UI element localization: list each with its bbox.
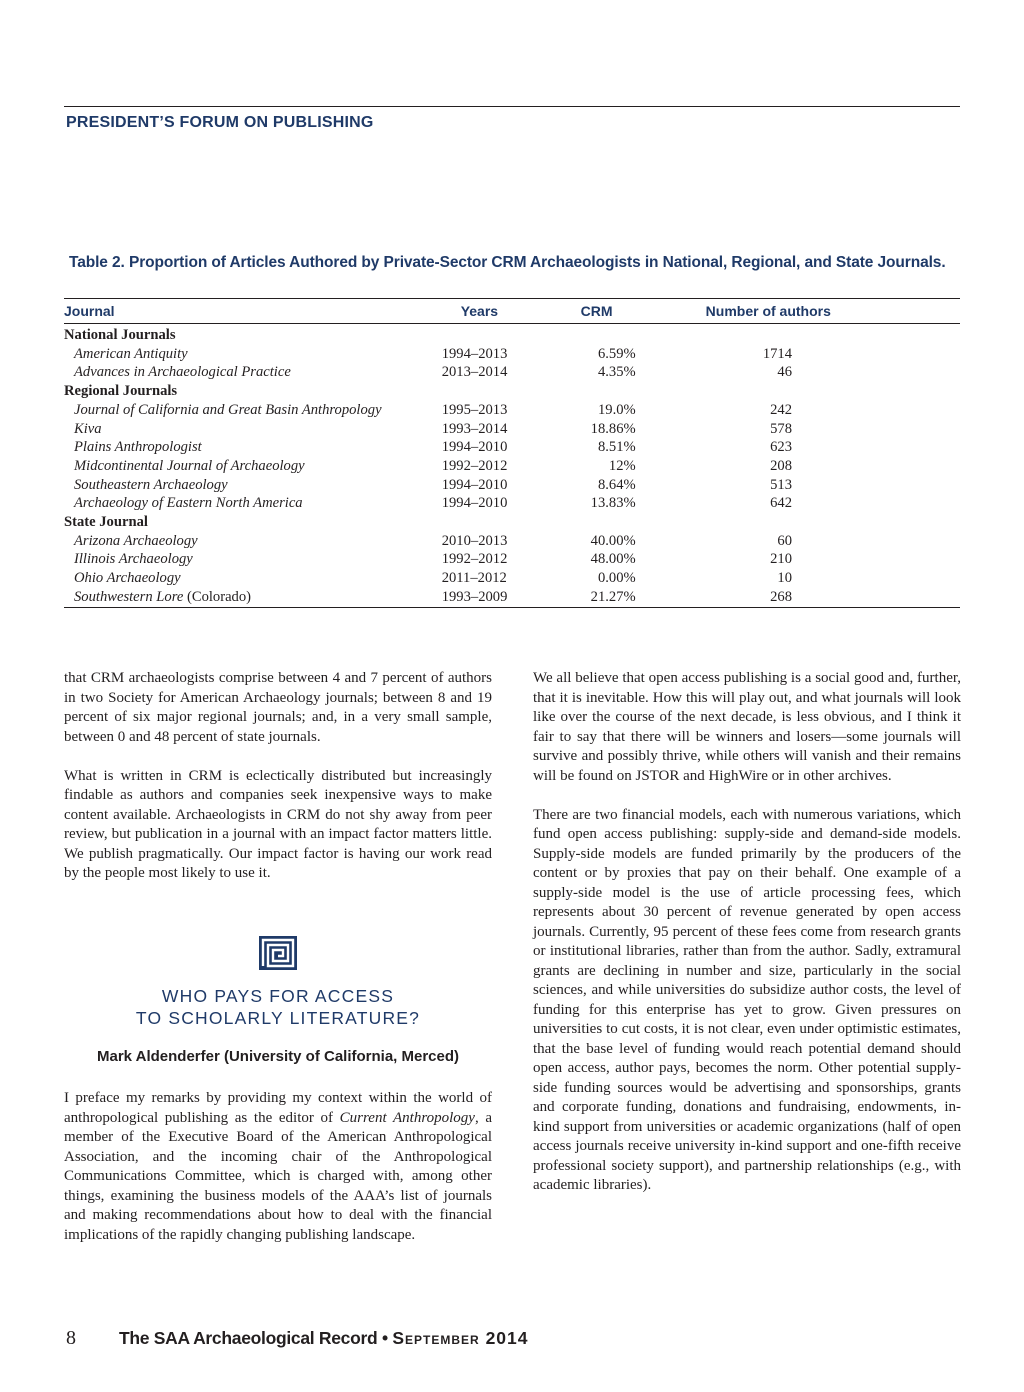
table-header-row <box>64 299 960 324</box>
authors-cell: 46 <box>777 364 792 381</box>
journal-name: Current Anthropology <box>339 1109 475 1126</box>
table-group-row <box>64 513 960 532</box>
table-body <box>64 324 960 608</box>
journal-cell <box>64 438 442 457</box>
years-cell: 1994–2010 <box>441 439 508 456</box>
paragraph <box>64 1089 492 1245</box>
article-intro <box>64 1089 492 1245</box>
footer-separator: • <box>377 1328 393 1348</box>
journal-name: American Antiquity <box>74 345 188 362</box>
years-cell: 1992–2012 <box>441 551 508 568</box>
years-cell: 2011–2012 <box>441 570 507 587</box>
table-row <box>64 550 960 569</box>
journal-cell <box>64 363 442 382</box>
spiral-logo-icon <box>258 935 298 971</box>
authors-cell: 268 <box>696 588 960 607</box>
years-cell: 1994–2010 <box>441 495 508 512</box>
journal-name: Archaeology of Eastern North America <box>74 495 303 512</box>
crm-cell: 19.0% <box>597 401 636 418</box>
table-row <box>64 457 960 476</box>
intro-text: , a member of the Executive Board of the American Anthropological Association, and the incoming chair of the Anthropological Communications Committee, which is charged with, among other things, examining the business models of the AAA’s list of journals and making recommendations about how to deal with the financial implications of the rapidly changing publishing landscape. <box>64 1109 492 1243</box>
table-group-row <box>64 382 960 401</box>
years-cell: 2013–2014 <box>441 364 508 381</box>
authors-cell: 623 <box>770 439 792 456</box>
data-table <box>64 298 960 608</box>
table-row <box>64 569 960 588</box>
table-row <box>64 345 960 364</box>
journal-cell <box>64 550 442 569</box>
journal-name: Advances in Archaeological Practice <box>74 364 291 381</box>
journal-name: Southwestern Lore <box>74 588 184 605</box>
intro-text: I preface my remarks by providing my context within the world of anthropological publishing as the editor of <box>64 1090 492 1126</box>
column-header-years: Years <box>442 299 567 324</box>
years-cell: 1995–2013 <box>441 401 508 418</box>
authors-cell: 642 <box>770 495 792 512</box>
column-header-authors: Number of authors <box>696 299 960 324</box>
crm-cell: 18.86% <box>590 420 636 437</box>
section-header: PRESIDENT’S FORUM ON PUBLISHING <box>66 114 374 131</box>
journal-cell <box>64 532 442 551</box>
table-row <box>64 420 960 439</box>
years-cell: 2010–2013 <box>441 532 508 549</box>
group-label: National Journals <box>64 327 176 343</box>
journal-name: Kiva <box>74 420 102 437</box>
journal-name: Ohio Archaeology <box>74 570 181 587</box>
crm-cell: 48.00% <box>590 551 636 568</box>
journal-name: Arizona Archaeology <box>74 532 198 549</box>
table-row <box>64 494 960 513</box>
journal-cell <box>64 476 442 495</box>
years-cell: 1993–2014 <box>441 420 508 437</box>
crm-cell: 12% <box>608 457 636 474</box>
authors-cell: 513 <box>770 476 792 493</box>
crm-cell: 8.51% <box>597 439 636 456</box>
article-title-line: TO SCHOLARLY LITERATURE? <box>135 1008 421 1028</box>
column-header-journal: Journal <box>64 299 442 324</box>
table-row <box>64 438 960 457</box>
journal-cell <box>64 494 442 513</box>
journal-cell <box>64 401 442 420</box>
table-row <box>64 532 960 551</box>
years-cell: 1994–2010 <box>441 476 508 493</box>
publication-name: The SAA Archaeological Record <box>119 1328 378 1348</box>
table-row <box>64 476 960 495</box>
journal-location: (Colorado) <box>183 588 252 605</box>
article-title-line: WHO PAYS FOR ACCESS <box>161 986 395 1006</box>
crm-cell: 21.27% <box>567 588 696 607</box>
crm-cell: 0.00% <box>597 570 636 587</box>
authors-cell: 1714 <box>762 345 792 362</box>
group-label: Regional Journals <box>64 383 178 400</box>
years-cell: 1993–2009 <box>442 588 567 607</box>
paragraph: There are two financial models, each with numerous variations, which fund open access publishing: supply-side and demand-side models. Supply-side models are funded primarily by the producers of the content or by proxies that pay on their behalf. One example of a supply-side model is the use of article processing fees, which represents about 30 percent of revenue generated by open access journals. Currently, 95 percent of these fees come from research grants or institutional libraries, rather than from the author. Sadly, extramural grants are declining in number and size, particularly in the social sciences, and while universities do subsidize author costs, the level of funding for this enterprise has yet to grow. Given pressures on universities to cut costs, it is not clear, even under optimistic estimates, that the base level of funding would reach potential demand should open access, author pays, becomes the norm. Other potential supply-side funding sources would be advertising and sponsorships, grants and corporate funding, donations and fundraising, endowments, in-kind support from universities or academic organizations (half of open access journals receive university in-kind support and one-fifth receive professional society support), and partnership relationships (e.g., with academic libraries). <box>533 806 961 1193</box>
journal-name: Journal of California and Great Basin Anthropology <box>74 401 382 418</box>
years-cell: 1994–2013 <box>441 345 508 362</box>
crm-cell: 6.59% <box>597 345 636 362</box>
journal-name: Southeastern Archaeology <box>74 476 228 493</box>
article-author: Mark Aldenderfer (University of California, Merced) <box>96 1048 460 1065</box>
crm-cell: 8.64% <box>597 476 636 493</box>
group-label: State Journal <box>64 514 148 531</box>
journal-cell <box>64 420 442 439</box>
journal-name: Plains Anthropologist <box>74 439 202 456</box>
table-row <box>64 401 960 420</box>
table-group-row <box>64 324 960 345</box>
article-title <box>64 985 492 1029</box>
authors-cell: 242 <box>770 401 792 418</box>
journal-cell <box>64 569 442 588</box>
crm-cell: 4.35% <box>597 364 636 381</box>
top-rule <box>64 106 960 107</box>
authors-cell: 10 <box>777 570 792 587</box>
left-column-text <box>64 669 492 884</box>
journal-cell <box>64 457 442 476</box>
journal-name: Illinois Archaeology <box>74 551 193 568</box>
footer-publication <box>119 1328 529 1349</box>
table-title: Table 2. Proportion of Articles Authored by Private-Sector CRM Archaeologists in National, Regional, and State Journals. <box>69 254 946 271</box>
right-column-text <box>533 669 961 1196</box>
journal-name: Midcontinental Journal of Archaeology <box>74 457 305 474</box>
years-cell: 1992–2012 <box>441 457 508 474</box>
journal-cell <box>64 345 442 364</box>
page-number: 8 <box>66 1327 76 1349</box>
authors-cell: 578 <box>770 420 792 437</box>
journal-cell <box>64 588 442 607</box>
table-row <box>64 363 960 382</box>
authors-cell: 60 <box>777 532 792 549</box>
paragraph: that CRM archaeologists comprise between 4 and 7 percent of authors in two Society for American Archaeology journals; between 8 and 19 percent of six major regional journals; and, in a very small sample, between 0 and 48 percent of state journals. <box>64 670 492 745</box>
column-header-crm: CRM <box>567 299 696 324</box>
crm-cell: 40.00% <box>590 532 636 549</box>
authors-cell: 210 <box>770 551 792 568</box>
table-row <box>64 588 960 607</box>
issue-date: September 2014 <box>392 1328 529 1348</box>
paragraph: We all believe that open access publishing is a social good and, further, that it is inevitable. How this will play out, and what journals will look like over the course of the next decade, is less obvious, and I think it fair to say that there will be winners and losers—some journals will survive and possibly thrive, while others will vanish and their remains will be found on JSTOR and HighWire or in other archives. <box>533 670 961 784</box>
crm-cell: 13.83% <box>590 495 636 512</box>
authors-cell: 208 <box>770 457 792 474</box>
paragraph: What is written in CRM is eclectically distributed but increasingly findable as authors and companies seek inexpensive ways to make content available. Archaeologists in CRM do not shy away from peer review, but publication in a journal with an impact factor matters little. We publish pragmatically. Our impact factor is having our work read by the people most likely to use it. <box>64 767 492 881</box>
